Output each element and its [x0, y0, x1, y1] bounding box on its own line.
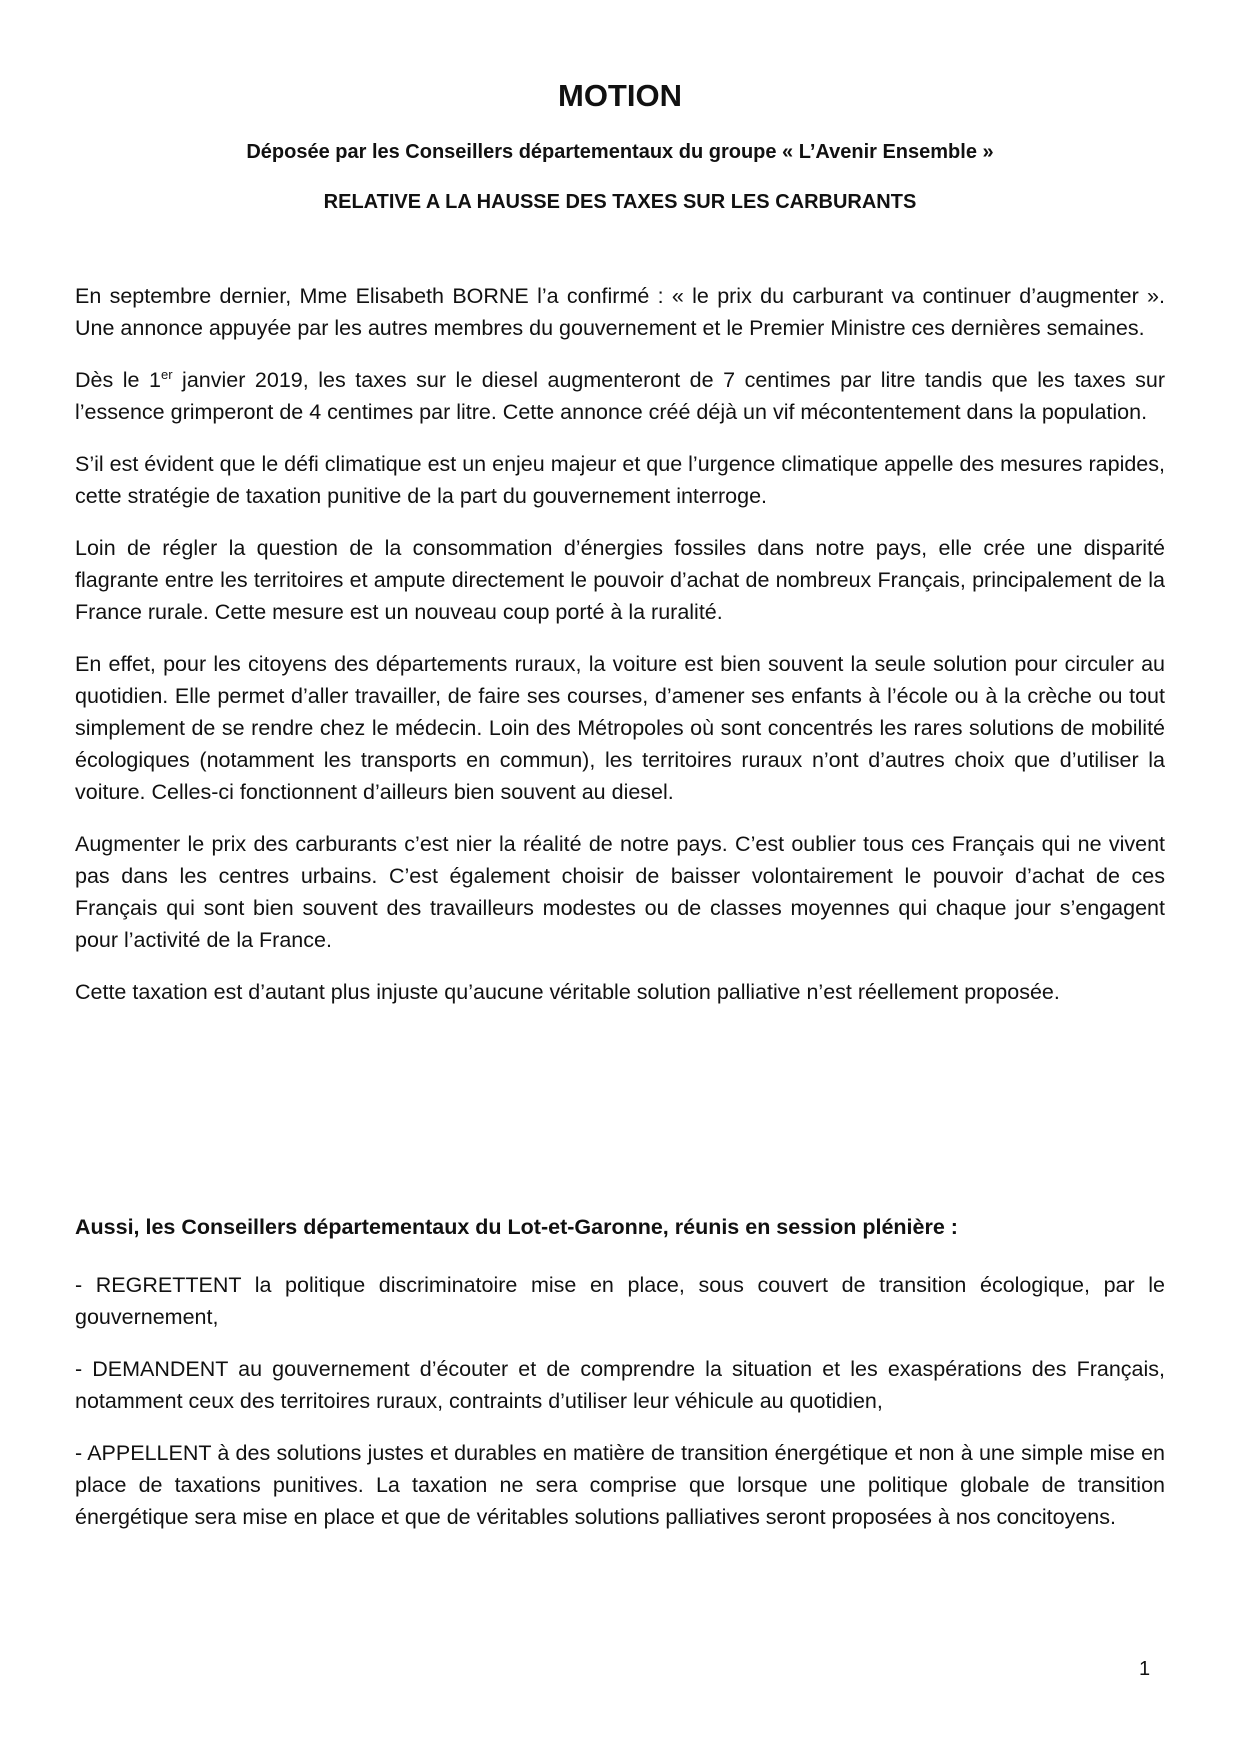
paragraph-2	[75, 364, 1165, 428]
resolution-item: - DEMANDENT au gouvernement d’écouter et de comprendre la situation et les exaspérations des Français, notamment ceux des territoires ruraux, contraints d’utiliser leur véhicule au quotidien,	[75, 1357, 1165, 1413]
paragraph-4: Loin de régler la question de la consommation d’énergies fossiles dans notre pays, elle crée une disparité flagrante entre les territoires et ampute directement le pouvoir d’achat de nombreux Français, principalement de la France rurale. Cette mesure est un nouveau coup porté à la ruralité.	[75, 536, 1165, 624]
page-number: 1	[1139, 1658, 1151, 1680]
paragraph-2-rest: janvier 2019, les taxes sur le diesel augmenteront de 7 centimes par litre tandis que les taxes sur l’essence grimperont de 4 centimes par litre. Cette annonce créé déjà un vif mécontentement dans la population.	[75, 368, 1165, 424]
paragraph-6: Augmenter le prix des carburants c’est nier la réalité de notre pays. C’est oublier tous ces Français qui ne vivent pas dans les centres urbains. C’est également choisir de baisser volontairement le pouvoir d’achat de ces Français qui sont bien souvent des travailleurs modestes ou de classes moyennes qui chaque jour s’engagent pour l’activité de la France.	[75, 832, 1165, 952]
resolution-section	[75, 1211, 1165, 1553]
document-title: MOTION	[558, 78, 682, 113]
paragraph-3: S’il est évident que le défi climatique est un enjeu majeur et que l’urgence climatique appelle des mesures rapides, cette stratégie de taxation punitive de la part du gouvernement interroge.	[75, 452, 1165, 508]
paragraph-7: Cette taxation est d’autant plus injuste qu’aucune véritable solution palliative n’est réellement proposée.	[75, 980, 1060, 1004]
paragraph-5: En effet, pour les citoyens des départements ruraux, la voiture est bien souvent la seule solution pour circuler au quotidien. Elle permet d’aller travailler, de faire ses courses, d’amener ses enfants à l’école ou à la crèche ou tout simplement de se rendre chez le médecin. Loin des Métropoles où sont concentrés les rares solutions de mobilité écologiques (notamment les transports en commun), les territoires ruraux n’ont d’autres choix que d’utiliser la voiture. Celles-ci fonctionnent d’ailleurs bien souvent au diesel.	[75, 652, 1165, 804]
resolution-heading: Aussi, les Conseillers départementaux du Lot-et-Garonne, réunis en session plénière :	[75, 1215, 958, 1239]
resolution-item: - REGRETTENT la politique discriminatoire mise en place, sous couvert de transition écologique, par le gouvernement,	[75, 1273, 1165, 1329]
motion-body	[75, 280, 1165, 1028]
ordinal-superscript: er	[160, 366, 173, 382]
document-subtitle-author: Déposée par les Conseillers départementaux du groupe « L’Avenir Ensemble »	[246, 141, 994, 163]
paragraph-1: En septembre dernier, Mme Elisabeth BORNE l’a confirmé : « le prix du carburant va continuer d’augmenter ». Une annonce appuyée par les autres membres du gouvernement et le Premier Ministre ces dernières semaines.	[75, 284, 1165, 340]
paragraph-2-lead: Dès le 1	[75, 368, 161, 392]
document-subtitle-subject: RELATIVE A LA HAUSSE DES TAXES SUR LES CARBURANTS	[323, 191, 917, 213]
resolution-item: - APPELLENT à des solutions justes et durables en matière de transition énergétique et non à une simple mise en place de taxations punitives. La taxation ne sera comprise que lorsque une politique globale de transition énergétique sera mise en place et que de véritables solutions palliatives seront proposées à nos concitoyens.	[75, 1441, 1165, 1529]
